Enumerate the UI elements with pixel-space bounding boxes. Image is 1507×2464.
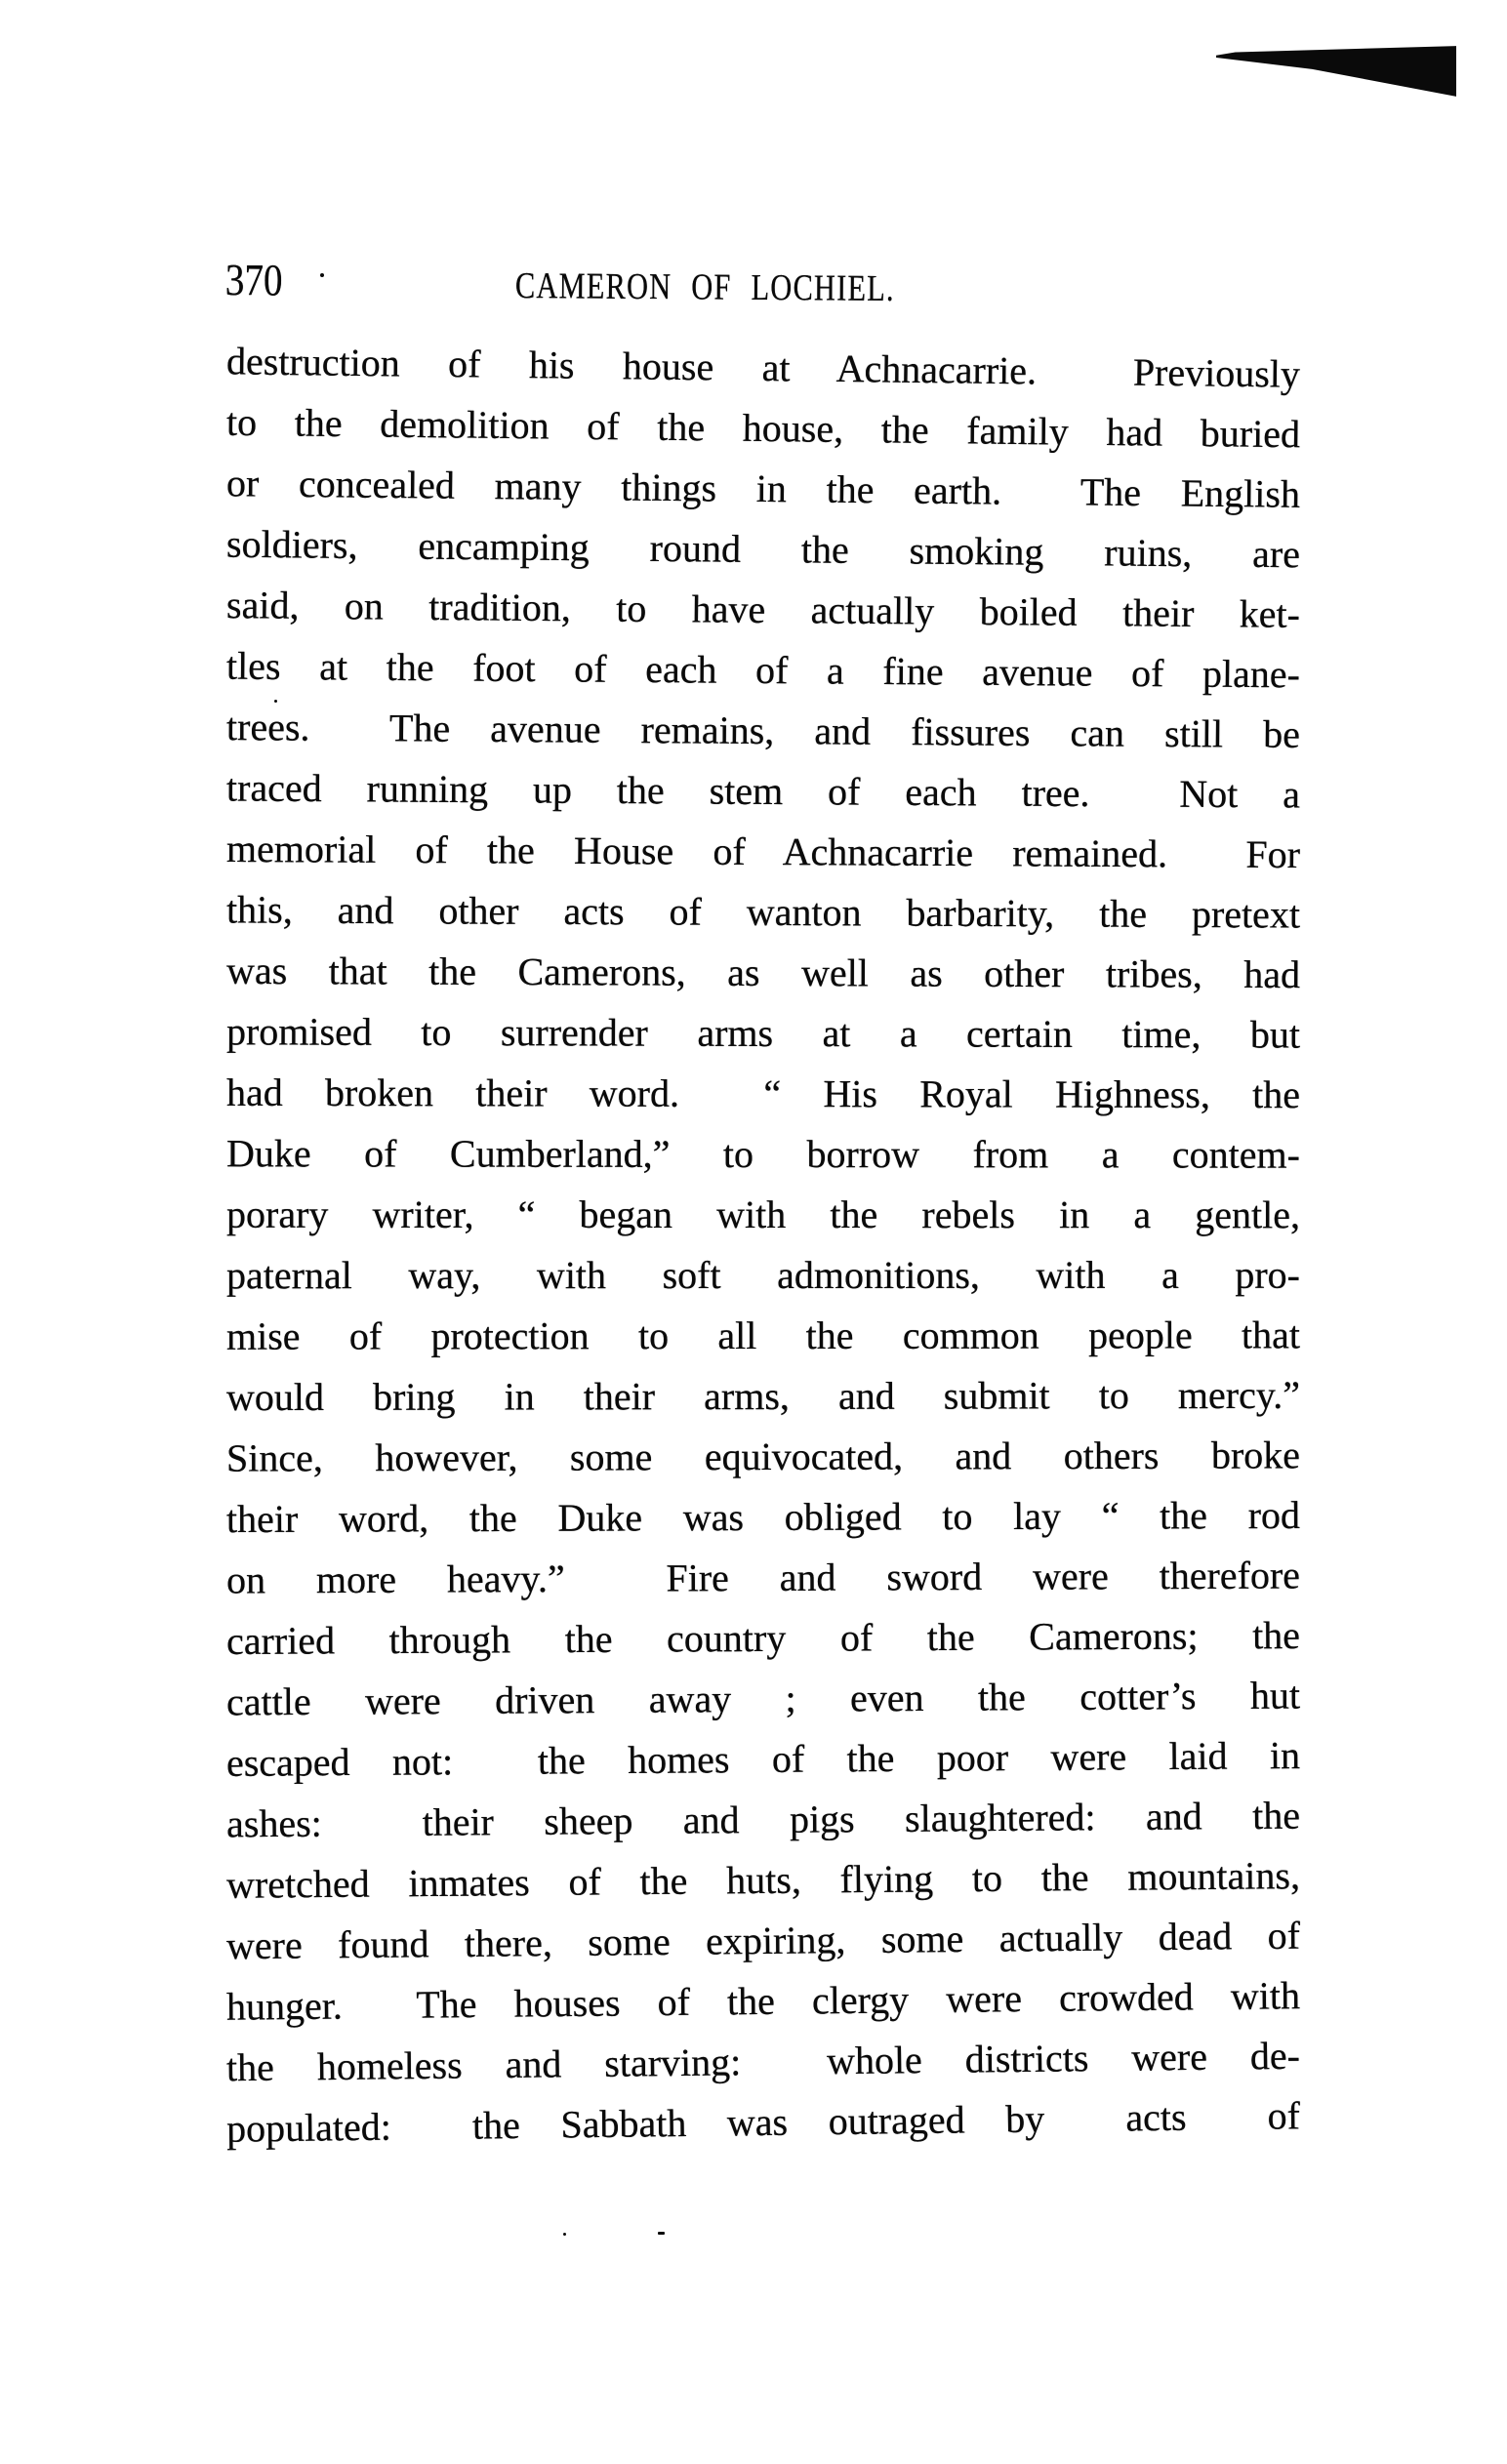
text-line-18: would bring in their arms, and submit to mercy.” (225, 1372, 1301, 1420)
text-line-2: to the demolition of the house, the family had buried (225, 399, 1301, 457)
text-line-28: hunger. The houses of the clergy were crowded with (225, 1973, 1301, 2029)
text-line-23: cattle were driven away ; even the cotter’s hut (225, 1673, 1301, 1724)
text-line-11: was that the Camerons, as well as other tribes, had (225, 948, 1301, 997)
text-line-4: soldiers, encamping round the smoking ruins, are (225, 521, 1301, 577)
text-line-27: were found there, some expiring, some actually dead of (225, 1913, 1301, 1968)
text-line-8: traced running up the stem of each tree. Not a (225, 765, 1301, 817)
text-line-17: mise of protection to all the common people that (225, 1313, 1301, 1358)
text-line-14: Duke of Cumberland,” to borrow from a contem- (225, 1131, 1301, 1177)
text-line-12: promised to surrender arms at a certain time, but (225, 1009, 1301, 1057)
text-line-30: populated: the Sabbath was outraged by acts of (225, 2093, 1301, 2151)
ink-speck (274, 700, 277, 703)
text-line-16: paternal way, with soft admonitions, with a pro- (225, 1252, 1301, 1298)
text-line-7: trees. The avenue remains, and fissures can still be (225, 705, 1301, 756)
ink-speck (658, 2232, 665, 2235)
text-line-6: tles at the foot of each of a fine avenue of plane- (225, 643, 1301, 697)
text-line-9: memorial of the House of Achnacarrie remained. For (225, 826, 1301, 877)
text-line-20: their word, the Duke was obliged to lay “ the rod (225, 1492, 1301, 1542)
ink-speck (563, 2233, 566, 2236)
text-line-1: destruction of his house at Achnacarrie. Previously (225, 339, 1301, 396)
text-line-3: or concealed many things in the earth. The English (225, 461, 1301, 516)
text-line-29: the homeless and starving: whole districts were de- (225, 2033, 1301, 2090)
running-header-title: CAMERON OF LOCHIEL. (514, 265, 895, 309)
text-line-26: wretched inmates of the huts, flying to the mountains, (225, 1853, 1301, 1907)
text-line-15: porary writer, “ began with the rebels in a gentle, (225, 1192, 1301, 1237)
ink-speck (320, 273, 324, 277)
text-line-25: ashes: their sheep and pigs slaughtered: and the (225, 1793, 1301, 1846)
body-text (226, 338, 1300, 2153)
text-line-24: escaped not: the homes of the poor were laid in (225, 1733, 1301, 1785)
text-line-22: carried through the country of the Camerons; the (225, 1612, 1301, 1664)
page-number: 370 (224, 255, 283, 305)
text-line-5: said, on tradition, to have actually boiled their ket- (225, 583, 1301, 636)
text-line-10: this, and other acts of wanton barbarity, the pretext (225, 887, 1301, 937)
text-line-13: had broken their word. “ His Royal Highness, the (225, 1070, 1301, 1117)
text-line-21: on more heavy.” Fire and sword were therefore (225, 1553, 1301, 1602)
text-line-19: Since, however, some equivocated, and others broke (225, 1433, 1301, 1480)
scan-smudge-artifact (1216, 45, 1456, 98)
